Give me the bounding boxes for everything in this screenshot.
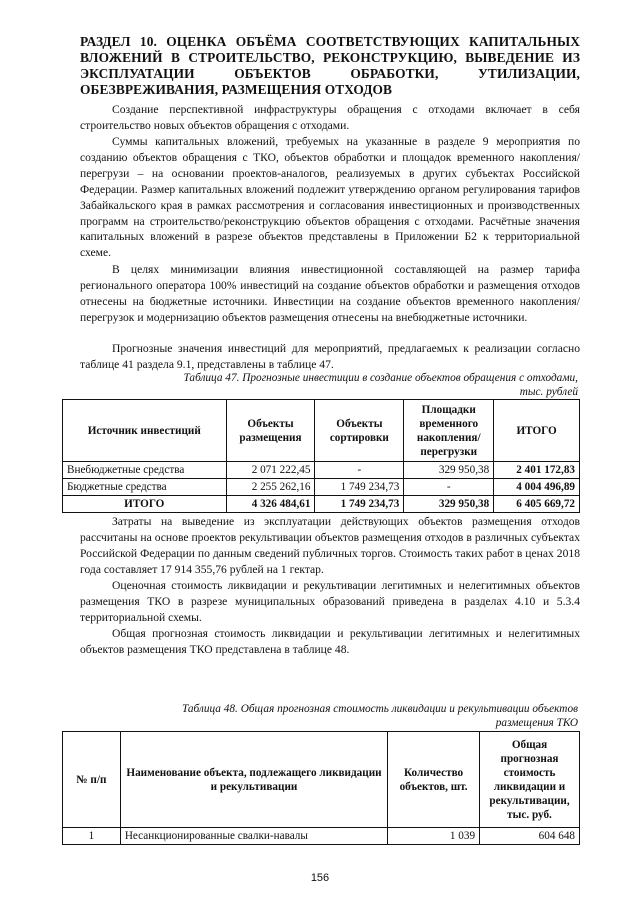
table47-cell: 4 326 484,61 [226,496,315,513]
table47-cell: 4 004 496,89 [494,479,580,496]
table48-cell: 604 648 [480,828,580,845]
table48-cell: Несанкционированные свалки-навалы [120,828,387,845]
table48-cell: 1 039 [388,828,480,845]
table47-caption-line1: Таблица 47. Прогнозные инвестиции в создание объектов обращения с отходами, [183,372,578,384]
table48-header-quantity: Количество объектов, шт. [388,732,480,828]
table47-header-source: Источник инвестиций [63,400,227,462]
table47-cell: - [315,462,404,479]
table47-cell: 6 405 669,72 [494,496,580,513]
table47-cell: 329 950,38 [404,496,494,513]
table48-caption-line1: Таблица 48. Общая прогнозная стоимость ликвидации и рекультивации объектов [182,703,578,715]
table47-header-total: ИТОГО [494,400,580,462]
table-row [63,462,580,479]
table-47 [62,399,580,513]
table47-cell: 2 401 172,83 [494,462,580,479]
table47-cell: - [404,479,494,496]
table48-header-row [63,732,580,828]
table47-caption-unit: тыс. рублей [519,386,578,398]
table47-header-placement: Объекты размещения [226,400,315,462]
table47-cell: 2 071 222,45 [226,462,315,479]
table47-cell: ИТОГО [63,496,227,513]
paragraph-liquidation-estimate: Оценочная стоимость ликвидации и рекультивации легитимных и нелегитимных объектов размещения ТКО в разрезе муниципальных образований приведена в разделах 4.10 и 5.3.4 территориальной схемы. [80,579,580,624]
paragraph-tariff-minimization: В целях минимизации влияния инвестиционной составляющей на размер тарифа регионального оператора 100% инвестиций на создание объектов обработки и размещения отходов отнесены на бюджетные источники. Инвестиции на создание объектов временного накопления/перегрузок и модернизацию объектов размещения отнесены на внебюджетные источники. [80,263,580,324]
table47-cell: 329 950,38 [404,462,494,479]
paragraph-capital-investments: Суммы капитальных вложений, требуемых на указанные в разделе 9 мероприятия по созданию объектов обращения с ТКО, объектов обработки и площадок временного накопления/перегрузи – на основании проектов-аналогов, реализуемых в других субъектах Российской Федерации. Размер капитальных вложений подлежит утверждению органом регулирования тарифов Забайкальского края в рамках рассмотрения и согласования инвестиционных и производственных программ на строительство/реконструкцию объектов обращения с отходами. Расчётные значения капитальных вложений в разрезе объектов представлены в Приложении Б2 к территориальной схеме. [80,135,580,260]
table47-header-sorting: Объекты сортировки [315,400,404,462]
table47-cell: 2 255 262,16 [226,479,315,496]
table47-header-row [63,400,580,462]
paragraph-intro: Создание перспективной инфраструктуры обращения с отходами включает в себя строительство новых объектов обращения с отходами. [80,103,580,132]
table-row [63,479,580,496]
table48-header-object-name: Наименование объекта, подлежащего ликвидации и рекультивации [120,732,387,828]
table47-cell: Внебюджетные средства [63,462,227,479]
table47-caption [184,371,578,399]
table48-header-cost: Общая прогнозная стоимость ликвидации и рекультивации, тыс. руб. [480,732,580,828]
table-48 [62,731,580,845]
table48-caption-unit: размещения ТКО [495,717,578,729]
table47-cell: Бюджетные средства [63,479,227,496]
paragraph-forecast-reference: Прогнозные значения инвестиций для мероприятий, предлагаемых к реализации согласно таблице 41 раздела 9.1, представлены в таблице 47. [80,342,580,371]
table-row [63,828,580,845]
paragraph-decommissioning-costs: Затраты на выведение из эксплуатации действующих объектов размещения отходов рассчитаны на основе проектов рекультивации объектов размещения отходов в различных субъектах Российской Федерации по данным сведений публичных торгов. Стоимость таких работ в ценах 2018 года составляет 17 914 355,76 рублей на 1 гектар. [80,515,580,576]
table47-header-transfer: Площадки временного накопления/ перегрузки [404,400,494,462]
table47-total-row [63,496,580,513]
paragraph-total-estimate: Общая прогнозная стоимость ликвидации и рекультивации легитимных и нелегитимных объектов размещения ТКО представлена в таблице 48. [80,627,580,656]
table47-cell: 1 749 234,73 [315,496,404,513]
table48-cell: 1 [63,828,121,845]
table48-header-number: № п/п [63,732,121,828]
section-title: РАЗДЕЛ 10. ОЦЕНКА ОБЪЁМА СООТВЕТСТВУЮЩИХ КАПИТАЛЬНЫХ ВЛОЖЕНИЙ В СТРОИТЕЛЬСТВО, РЕКОНСТРУКЦИЮ, ВЫВЕДЕНИЕ ИЗ ЭКСПЛУАТАЦИИ ОБЪЕКТОВ ОБРАБОТКИ, УТИЛИЗАЦИИ, ОБЕЗВРЕЖИВАНИЯ, РАЗМЕЩЕНИЯ ОТХОДОВ [80,34,580,97]
page-number: 156 [310,872,330,884]
table47-cell: 1 749 234,73 [315,479,404,496]
table48-caption [182,702,578,730]
